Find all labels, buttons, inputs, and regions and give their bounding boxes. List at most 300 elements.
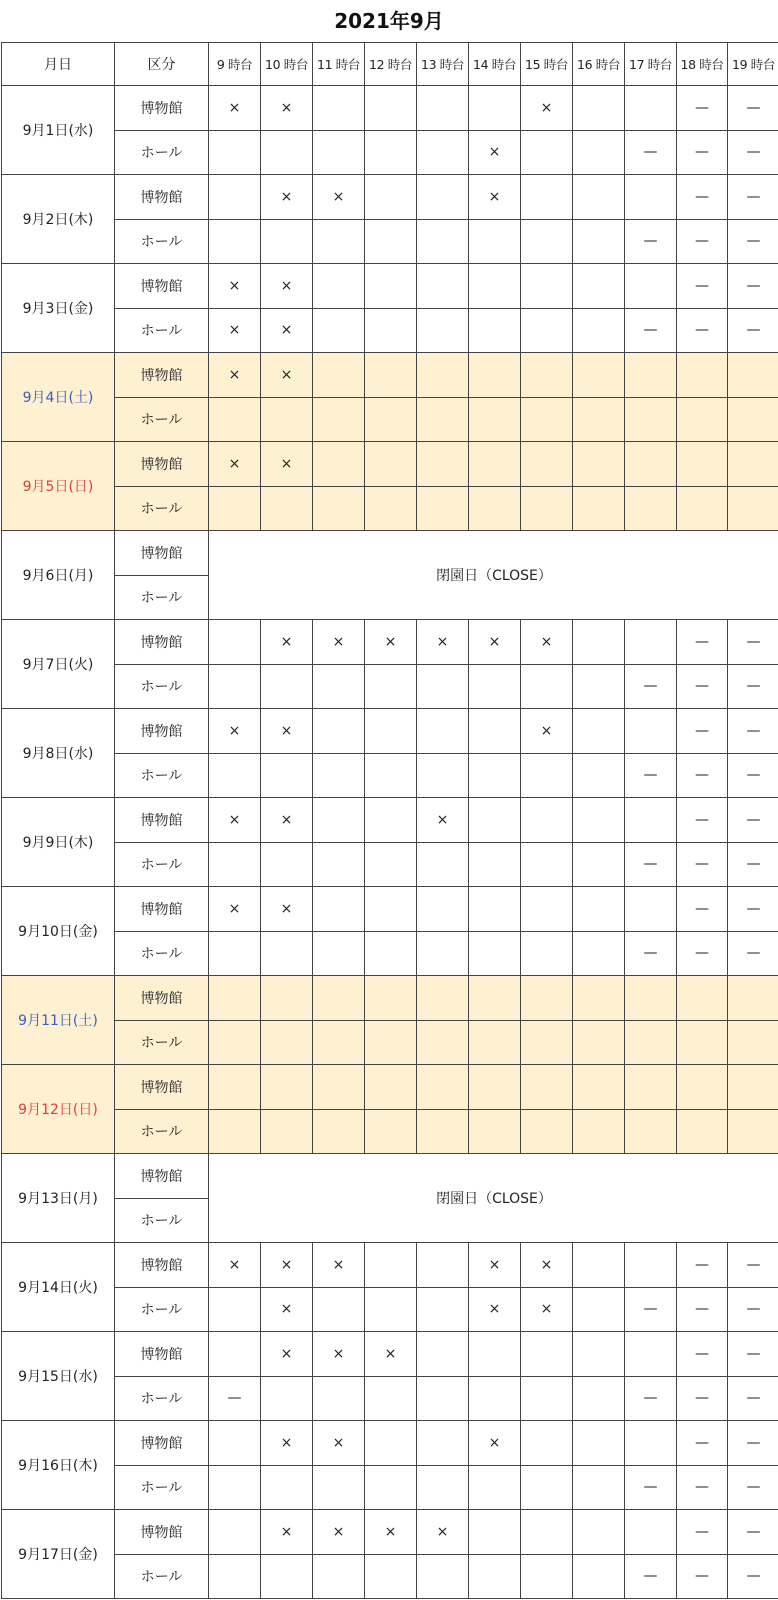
slot-cell: — (677, 219, 728, 264)
slot-cell (261, 842, 313, 887)
slot-cell: — (677, 887, 728, 932)
slot-cell (625, 709, 677, 754)
category-cell: 博物館 (115, 353, 209, 398)
slot-cell: — (728, 798, 778, 843)
slot-cell (521, 175, 573, 220)
slot-cell: × (209, 798, 261, 843)
category-cell: 博物館 (115, 1065, 209, 1110)
slot-cell: — (728, 264, 778, 309)
slot-cell: — (625, 1376, 677, 1421)
category-cell: 博物館 (115, 709, 209, 754)
slot-cell (417, 353, 469, 398)
slot-cell: — (625, 1287, 677, 1332)
slot-cell: — (728, 842, 778, 887)
slot-cell (573, 175, 625, 220)
slot-cell: × (313, 175, 365, 220)
slot-cell (469, 1554, 521, 1599)
slot-cell (365, 709, 417, 754)
slot-cell (417, 709, 469, 754)
slot-cell: — (728, 931, 778, 976)
slot-cell (573, 1065, 625, 1110)
category-cell: ホール (115, 575, 209, 620)
slot-cell: — (728, 1243, 778, 1288)
slot-cell (365, 1065, 417, 1110)
table-row (2, 1065, 778, 1110)
slot-cell: — (625, 308, 677, 353)
slot-cell (365, 1287, 417, 1332)
slot-cell (625, 397, 677, 442)
slot-cell (573, 1020, 625, 1065)
slot-cell (365, 1465, 417, 1510)
category-cell: 博物館 (115, 887, 209, 932)
slot-cell: — (728, 753, 778, 798)
slot-cell: × (313, 1421, 365, 1466)
slot-cell (573, 753, 625, 798)
category-cell: 博物館 (115, 86, 209, 131)
slot-cell: — (677, 264, 728, 309)
slot-cell (469, 1065, 521, 1110)
slot-cell (469, 931, 521, 976)
slot-cell (313, 219, 365, 264)
slot-cell (313, 264, 365, 309)
slot-cell: × (521, 1243, 573, 1288)
slot-cell: × (469, 1421, 521, 1466)
slot-cell (573, 1554, 625, 1599)
table-row (2, 175, 778, 220)
slot-cell: — (728, 308, 778, 353)
date-cell: 9月5日(日) (2, 442, 115, 531)
slot-cell (209, 664, 261, 709)
slot-cell (313, 753, 365, 798)
category-cell: 博物館 (115, 1243, 209, 1288)
slot-cell (417, 931, 469, 976)
slot-cell (469, 887, 521, 932)
slot-cell: — (677, 620, 728, 665)
slot-cell (677, 486, 728, 531)
slot-cell (625, 620, 677, 665)
table-row (2, 887, 778, 932)
category-cell: ホール (115, 308, 209, 353)
slot-cell (209, 1020, 261, 1065)
slot-cell: × (261, 1510, 313, 1555)
slot-cell: × (313, 1243, 365, 1288)
slot-cell (521, 1554, 573, 1599)
slot-cell (365, 219, 417, 264)
slot-cell: × (261, 264, 313, 309)
slot-cell (209, 1554, 261, 1599)
slot-cell (573, 842, 625, 887)
header-category: 区分 (115, 43, 209, 86)
slot-cell (728, 976, 778, 1021)
slot-cell (521, 219, 573, 264)
table-row (2, 842, 778, 887)
slot-cell (365, 175, 417, 220)
page-title: 2021年9月 (334, 9, 444, 33)
slot-cell: × (365, 620, 417, 665)
slot-cell (521, 264, 573, 309)
slot-cell: × (469, 175, 521, 220)
slot-cell (417, 219, 469, 264)
slot-cell (677, 976, 728, 1021)
slot-cell: × (417, 620, 469, 665)
slot-cell (261, 1020, 313, 1065)
slot-cell (313, 1109, 365, 1154)
slot-cell: × (261, 887, 313, 932)
slot-cell: — (677, 86, 728, 131)
slot-cell: × (521, 1287, 573, 1332)
slot-cell (469, 86, 521, 131)
slot-cell (728, 353, 778, 398)
slot-cell (573, 1243, 625, 1288)
slot-cell (313, 442, 365, 487)
slot-cell: × (209, 709, 261, 754)
slot-cell (417, 1287, 469, 1332)
slot-cell: — (728, 709, 778, 754)
slot-cell (573, 798, 625, 843)
slot-cell (573, 1376, 625, 1421)
slot-cell (521, 442, 573, 487)
slot-cell: — (677, 1510, 728, 1555)
slot-cell (417, 264, 469, 309)
slot-cell: — (677, 842, 728, 887)
slot-cell (521, 1421, 573, 1466)
slot-cell (625, 1020, 677, 1065)
slot-cell: × (261, 1332, 313, 1377)
slot-cell (573, 1287, 625, 1332)
slot-cell (417, 1376, 469, 1421)
slot-cell (469, 709, 521, 754)
slot-cell (313, 353, 365, 398)
date-cell: 9月15日(水) (2, 1332, 115, 1421)
slot-cell (365, 753, 417, 798)
slot-cell (417, 1465, 469, 1510)
slot-cell: — (728, 620, 778, 665)
slot-cell (209, 175, 261, 220)
slot-cell (417, 130, 469, 175)
slot-cell (521, 486, 573, 531)
slot-cell: × (261, 620, 313, 665)
slot-cell: — (677, 798, 728, 843)
slot-cell: × (209, 1243, 261, 1288)
slot-cell (209, 1510, 261, 1555)
slot-cell: × (209, 353, 261, 398)
header-hour: 19 時台 (728, 43, 778, 86)
slot-cell (365, 353, 417, 398)
slot-cell: × (209, 887, 261, 932)
slot-cell (417, 1421, 469, 1466)
table-row (2, 620, 778, 665)
date-cell: 9月8日(水) (2, 709, 115, 798)
slot-cell (417, 1332, 469, 1377)
slot-cell (469, 264, 521, 309)
slot-cell (573, 1465, 625, 1510)
category-cell: ホール (115, 1020, 209, 1065)
slot-cell: × (417, 1510, 469, 1555)
table-row (2, 1109, 778, 1154)
header-hour: 10 時台 (261, 43, 313, 86)
slot-cell (313, 1287, 365, 1332)
slot-cell: — (677, 1421, 728, 1466)
slot-cell (573, 620, 625, 665)
slot-cell (469, 798, 521, 843)
slot-cell (261, 130, 313, 175)
slot-cell: × (469, 620, 521, 665)
category-cell: 博物館 (115, 620, 209, 665)
table-row (2, 130, 778, 175)
slot-cell (365, 976, 417, 1021)
slot-cell (209, 130, 261, 175)
slot-cell: — (677, 1465, 728, 1510)
date-cell: 9月17日(金) (2, 1510, 115, 1599)
category-cell: 博物館 (115, 976, 209, 1021)
table-row (2, 1554, 778, 1599)
date-cell: 9月16日(木) (2, 1421, 115, 1510)
slot-cell (625, 1510, 677, 1555)
slot-cell (261, 1554, 313, 1599)
slot-cell: — (728, 664, 778, 709)
slot-cell (313, 1465, 365, 1510)
slot-cell (209, 397, 261, 442)
slot-cell (313, 1554, 365, 1599)
slot-cell: × (261, 86, 313, 131)
slot-cell: — (677, 709, 728, 754)
slot-cell (625, 1109, 677, 1154)
slot-cell: — (728, 1287, 778, 1332)
slot-cell (261, 1376, 313, 1421)
slot-cell (728, 486, 778, 531)
slot-cell (469, 976, 521, 1021)
date-cell: 9月10日(金) (2, 887, 115, 976)
slot-cell: × (521, 86, 573, 131)
slot-cell: × (469, 1287, 521, 1332)
closed-notice: 閉園日（CLOSE） (209, 1154, 778, 1243)
category-cell: ホール (115, 130, 209, 175)
category-cell: ホール (115, 397, 209, 442)
category-cell: ホール (115, 1109, 209, 1154)
slot-cell (521, 664, 573, 709)
table-row (2, 308, 778, 353)
slot-cell (261, 1465, 313, 1510)
category-cell: ホール (115, 1554, 209, 1599)
table-row (2, 86, 778, 131)
category-cell: ホール (115, 1465, 209, 1510)
date-cell: 9月2日(木) (2, 175, 115, 264)
slot-cell: × (261, 308, 313, 353)
slot-cell: × (209, 86, 261, 131)
slot-cell: × (261, 1287, 313, 1332)
category-cell: 博物館 (115, 175, 209, 220)
slot-cell: — (625, 753, 677, 798)
slot-cell (521, 753, 573, 798)
slot-cell (313, 931, 365, 976)
slot-cell (365, 1376, 417, 1421)
slot-cell (365, 130, 417, 175)
table-row (2, 1510, 778, 1555)
slot-cell: × (521, 709, 573, 754)
slot-cell (261, 1109, 313, 1154)
table-row (2, 798, 778, 843)
slot-cell (469, 486, 521, 531)
schedule-table (1, 42, 778, 1599)
slot-cell: — (677, 753, 728, 798)
slot-cell: — (625, 931, 677, 976)
slot-cell: — (625, 219, 677, 264)
slot-cell: — (625, 1554, 677, 1599)
slot-cell (677, 353, 728, 398)
slot-cell (365, 664, 417, 709)
slot-cell: — (677, 1332, 728, 1377)
slot-cell: — (677, 308, 728, 353)
table-row (2, 1421, 778, 1466)
slot-cell (521, 397, 573, 442)
slot-cell (573, 709, 625, 754)
date-cell: 9月13日(月) (2, 1154, 115, 1243)
slot-cell (625, 86, 677, 131)
date-cell: 9月14日(火) (2, 1243, 115, 1332)
slot-cell (521, 353, 573, 398)
slot-cell (417, 664, 469, 709)
slot-cell (521, 976, 573, 1021)
table-row (2, 1020, 778, 1065)
slot-cell (469, 1510, 521, 1555)
slot-cell: — (728, 219, 778, 264)
slot-cell (313, 486, 365, 531)
slot-cell (728, 442, 778, 487)
slot-cell (417, 1109, 469, 1154)
table-row (2, 353, 778, 398)
header-hour: 17 時台 (625, 43, 677, 86)
date-cell: 9月6日(月) (2, 531, 115, 620)
slot-cell (677, 1065, 728, 1110)
slot-cell (469, 753, 521, 798)
slot-cell (313, 798, 365, 843)
slot-cell (625, 486, 677, 531)
table-row (2, 1465, 778, 1510)
slot-cell (573, 308, 625, 353)
slot-cell (417, 442, 469, 487)
slot-cell (573, 887, 625, 932)
slot-cell (573, 1421, 625, 1466)
table-row (2, 1154, 778, 1199)
slot-cell (573, 1109, 625, 1154)
header-hour: 16 時台 (573, 43, 625, 86)
slot-cell (313, 664, 365, 709)
slot-cell (625, 264, 677, 309)
slot-cell (573, 442, 625, 487)
category-cell: ホール (115, 486, 209, 531)
slot-cell: — (625, 1465, 677, 1510)
closed-notice: 閉園日（CLOSE） (209, 531, 778, 620)
slot-cell (417, 1065, 469, 1110)
slot-cell (365, 397, 417, 442)
slot-cell (365, 887, 417, 932)
slot-cell: × (261, 353, 313, 398)
slot-cell (313, 130, 365, 175)
slot-cell (365, 442, 417, 487)
slot-cell (209, 1065, 261, 1110)
slot-cell (365, 798, 417, 843)
slot-cell: — (728, 175, 778, 220)
slot-cell (365, 1554, 417, 1599)
slot-cell (313, 1376, 365, 1421)
slot-cell (573, 86, 625, 131)
slot-cell (209, 1287, 261, 1332)
slot-cell: × (209, 264, 261, 309)
slot-cell: — (625, 664, 677, 709)
header-hour: 12 時台 (365, 43, 417, 86)
slot-cell: × (209, 442, 261, 487)
slot-cell: × (313, 1510, 365, 1555)
slot-cell (417, 753, 469, 798)
slot-cell (209, 931, 261, 976)
slot-cell: × (261, 442, 313, 487)
slot-cell (573, 664, 625, 709)
header-date: 月日 (2, 43, 115, 86)
slot-cell (209, 486, 261, 531)
slot-cell (261, 931, 313, 976)
slot-cell (469, 219, 521, 264)
slot-cell: × (261, 175, 313, 220)
slot-cell: — (728, 1510, 778, 1555)
slot-cell (209, 1332, 261, 1377)
slot-cell (625, 1421, 677, 1466)
slot-cell (209, 620, 261, 665)
slot-cell (521, 931, 573, 976)
table-row (2, 1376, 778, 1421)
table-row (2, 976, 778, 1021)
table-row (2, 442, 778, 487)
slot-cell (625, 1243, 677, 1288)
slot-cell (313, 976, 365, 1021)
slot-cell: — (728, 1421, 778, 1466)
slot-cell (521, 1510, 573, 1555)
slot-cell (469, 842, 521, 887)
slot-cell (261, 753, 313, 798)
slot-cell (573, 397, 625, 442)
slot-cell (728, 1020, 778, 1065)
slot-cell (521, 1065, 573, 1110)
date-cell: 9月12日(日) (2, 1065, 115, 1154)
slot-cell (209, 1465, 261, 1510)
slot-cell (313, 709, 365, 754)
slot-cell (365, 86, 417, 131)
slot-cell: — (677, 1243, 728, 1288)
category-cell: 博物館 (115, 1332, 209, 1377)
slot-cell: × (365, 1332, 417, 1377)
slot-cell (261, 976, 313, 1021)
slot-cell: — (677, 931, 728, 976)
slot-cell (261, 1065, 313, 1110)
category-cell: 博物館 (115, 442, 209, 487)
slot-cell (521, 1376, 573, 1421)
date-cell: 9月1日(水) (2, 86, 115, 175)
slot-cell (469, 1332, 521, 1377)
slot-cell (209, 1421, 261, 1466)
date-cell: 9月9日(木) (2, 798, 115, 887)
slot-cell (677, 442, 728, 487)
slot-cell (677, 1109, 728, 1154)
slot-cell: — (677, 130, 728, 175)
slot-cell (728, 1109, 778, 1154)
schedule-body (2, 86, 778, 1599)
slot-cell (365, 842, 417, 887)
slot-cell (261, 397, 313, 442)
table-row (2, 753, 778, 798)
table-row (2, 486, 778, 531)
slot-cell (469, 1376, 521, 1421)
slot-cell (625, 1065, 677, 1110)
slot-cell: — (677, 1554, 728, 1599)
